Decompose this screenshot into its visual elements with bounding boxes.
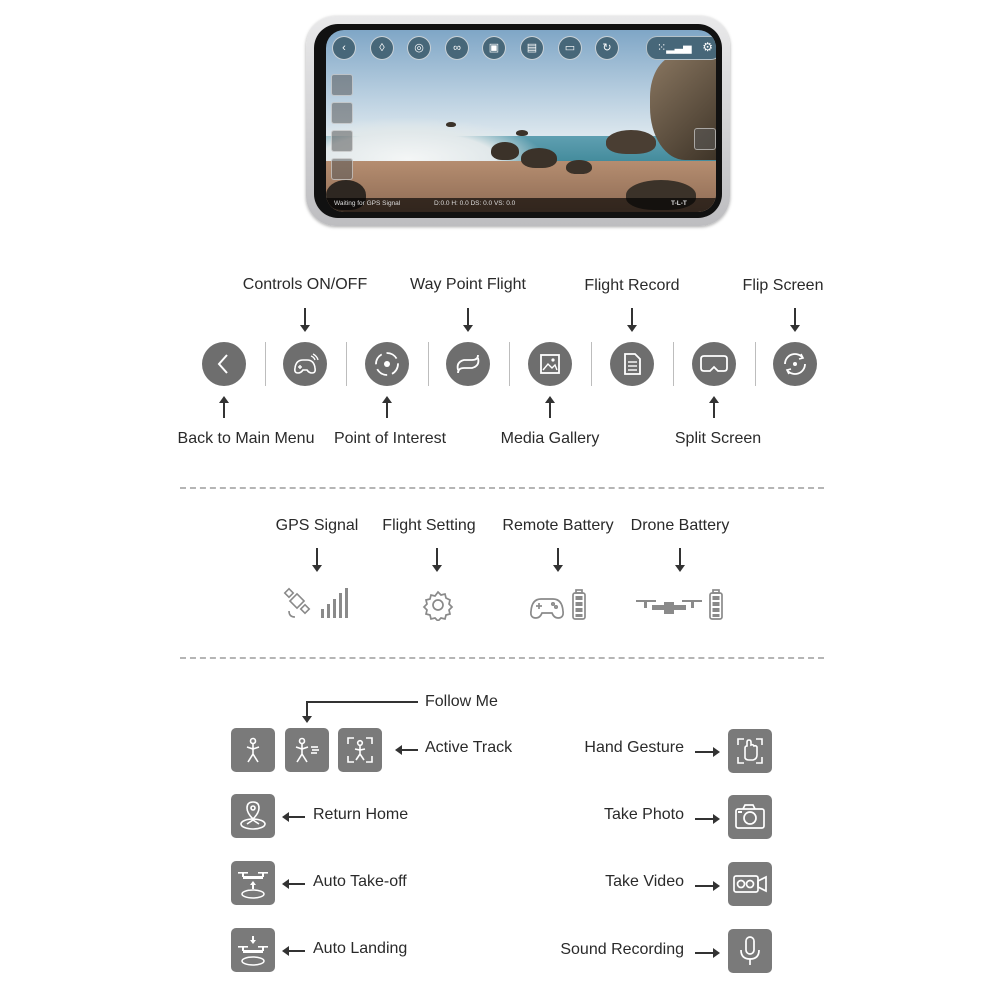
phone-landing-icon[interactable] <box>331 158 353 180</box>
gps-signal-icon <box>283 587 353 621</box>
follow-person-icon[interactable] <box>231 728 275 772</box>
label-active-track: Active Track <box>425 739 513 756</box>
label-split-screen: Split Screen <box>674 430 762 447</box>
label-follow-me: Follow Me <box>425 693 498 710</box>
label-back-menu: Back to Main Menu <box>177 430 315 447</box>
phone-split-screen-icon[interactable]: ▭ <box>558 36 582 60</box>
phone-status-text: Waiting for GPS Signal <box>334 200 401 207</box>
follow-me-icon[interactable] <box>285 728 329 772</box>
flight-setting-icon <box>422 589 454 621</box>
controls-circle-icon[interactable] <box>283 342 327 386</box>
active-track-icon[interactable] <box>338 728 382 772</box>
label-auto-landing: Auto Landing <box>313 940 408 957</box>
phone-record-icon[interactable]: ▤ <box>520 36 544 60</box>
phone-telemetry: D:0.0 H: 0.0 DS: 0.0 VS: 0.0 <box>434 200 516 207</box>
flip-circle-icon[interactable] <box>773 342 817 386</box>
back-circle-icon[interactable] <box>202 342 246 386</box>
phone-settings-icon: ⚙ <box>702 40 713 54</box>
label-sound-recording: Sound Recording <box>560 941 684 958</box>
phone-back-icon[interactable]: ‹ <box>332 36 356 60</box>
phone-brand-badge: T-L-T <box>671 200 687 207</box>
label-flip-screen: Flip Screen <box>742 277 824 294</box>
phone-controls-icon[interactable]: ◊ <box>370 36 394 60</box>
phone-video-icon[interactable] <box>694 128 716 150</box>
camera-icon[interactable] <box>728 795 772 839</box>
label-hand-gesture: Hand Gesture <box>584 739 684 756</box>
microphone-icon[interactable] <box>728 929 772 973</box>
label-poi: Point of Interest <box>333 430 447 447</box>
label-flight-setting: Flight Setting <box>382 517 476 534</box>
split-screen-circle-icon[interactable] <box>692 342 736 386</box>
drone-battery-icon <box>634 589 726 621</box>
remote-battery-icon <box>528 589 590 621</box>
label-return-home: Return Home <box>313 806 409 823</box>
phone-flip-icon[interactable]: ↻ <box>595 36 619 60</box>
divider <box>180 487 824 489</box>
label-remote-battery: Remote Battery <box>502 517 614 534</box>
label-media-gallery: Media Gallery <box>500 430 600 447</box>
label-take-video: Take Video <box>605 873 684 890</box>
phone-poi-icon[interactable]: ◎ <box>407 36 431 60</box>
camera-view <box>326 30 716 212</box>
label-auto-takeoff: Auto Take-off <box>313 873 407 890</box>
auto-landing-icon[interactable] <box>231 928 275 972</box>
label-controls: Controls ON/OFF <box>242 276 368 293</box>
phone-return-home-icon[interactable] <box>331 102 353 124</box>
video-camera-icon[interactable] <box>728 862 772 906</box>
auto-takeoff-icon[interactable] <box>231 861 275 905</box>
phone-gps-indicator: ⁙▂▃▅ ⚙ <box>646 36 716 60</box>
phone-follow-icon[interactable] <box>331 74 353 96</box>
hand-gesture-icon[interactable] <box>728 729 772 773</box>
phone-mockup <box>306 16 730 226</box>
gallery-circle-icon[interactable] <box>528 342 572 386</box>
phone-gallery-icon[interactable]: ▣ <box>482 36 506 60</box>
label-gps: GPS Signal <box>275 517 359 534</box>
phone-status-bar <box>326 198 716 212</box>
return-home-icon[interactable] <box>231 794 275 838</box>
label-drone-battery: Drone Battery <box>630 517 730 534</box>
phone-takeoff-icon[interactable] <box>331 130 353 152</box>
waypoint-circle-icon[interactable] <box>446 342 490 386</box>
poi-circle-icon[interactable] <box>365 342 409 386</box>
phone-screen <box>314 24 722 218</box>
record-circle-icon[interactable] <box>610 342 654 386</box>
label-flight-record: Flight Record <box>584 277 680 294</box>
phone-waypoint-icon[interactable]: ∞ <box>445 36 469 60</box>
label-take-photo: Take Photo <box>603 806 684 823</box>
label-waypoint: Way Point Flight <box>410 276 526 293</box>
divider <box>180 657 824 659</box>
